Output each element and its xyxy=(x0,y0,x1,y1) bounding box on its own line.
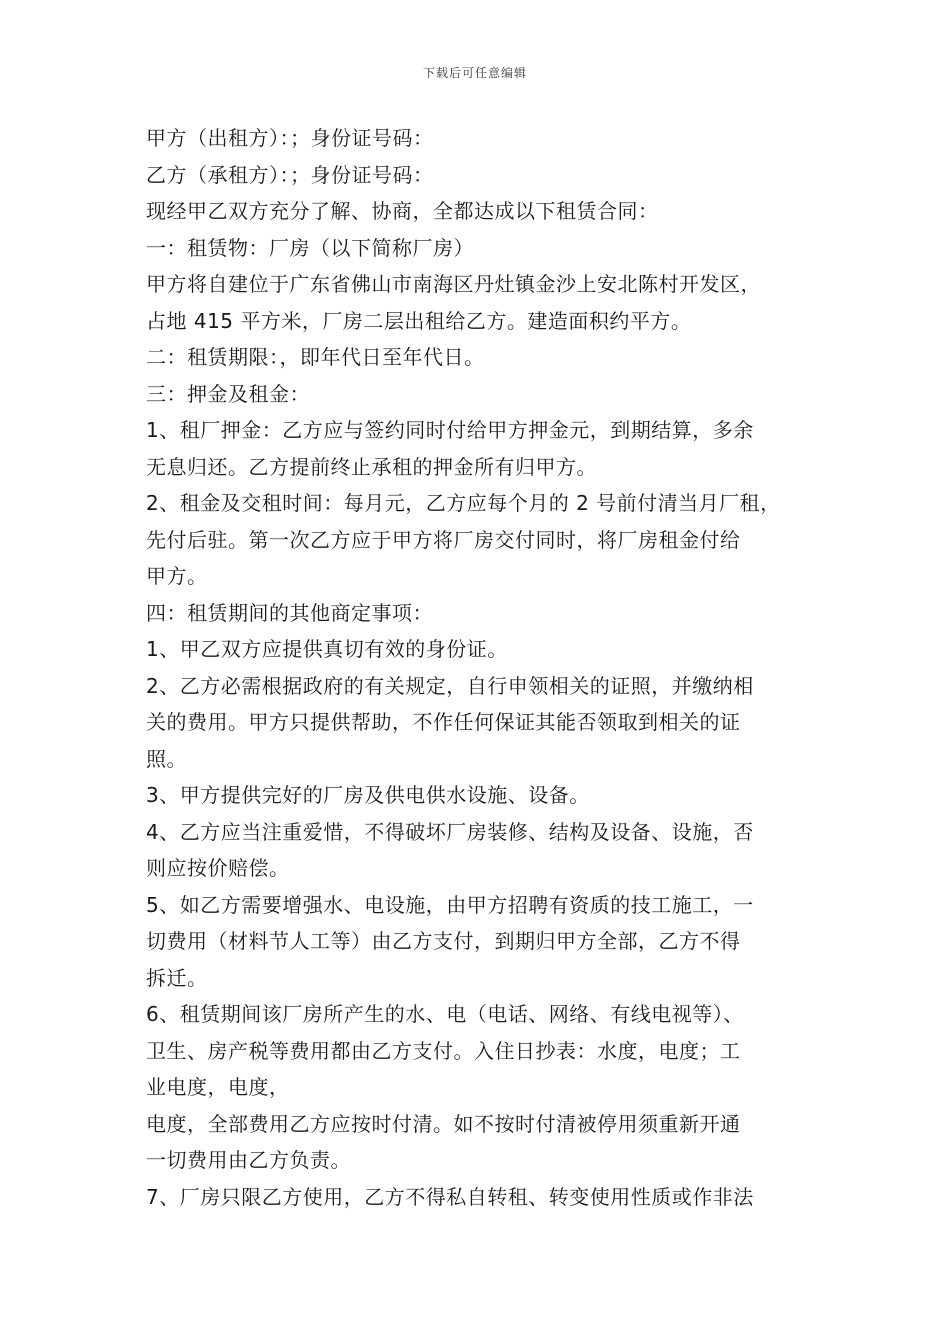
clause-line: 则应按价赔偿。 xyxy=(146,856,290,880)
clause-line: 关的费用。甲方只提供帮助，不作任何保证其能否领取到相关的证 xyxy=(146,710,741,734)
page-header: 下载后可任意编辑 xyxy=(422,66,527,80)
section-heading-2: 二：租赁期限：，即年代日至年代日。 xyxy=(146,345,485,369)
clause-line: 6、租赁期间该厂房所产生的水、电（电话、网络、有线电视等）、 xyxy=(146,1002,744,1026)
clause-line: 一切费用由乙方负责。 xyxy=(146,1148,351,1172)
clause-line: 5、如乙方需要增强水、电设施，由甲方招聘有资质的技工施工，一 xyxy=(146,892,754,917)
clause-line: 卫生、房产税等费用都由乙方支付。入住日抄表：水度，电度；工 xyxy=(146,1038,741,1063)
clause-line: 无息归还。乙方提前终止承租的押金所有归甲方。 xyxy=(146,454,597,479)
clause-line: 7、厂房只限乙方使用，乙方不得私自转租、转变使用性质或作非法 xyxy=(146,1184,754,1209)
party-a-line: 甲方（出租方）：；身份证号码： xyxy=(146,126,434,150)
clause-line: 照。 xyxy=(146,746,187,771)
section-heading-3: 三：押金及租金： xyxy=(146,381,310,406)
clause-line: 拆迁。 xyxy=(146,965,208,990)
clause-line: 1、甲乙双方应提供真切有效的身份证。 xyxy=(146,637,508,661)
clause-line: 1、租厂押金：乙方应与签约同时付给甲方押金元，到期结算，多余 xyxy=(146,418,754,442)
clause-line: 3、甲方提供完好的厂房及供电供水设施、设备。 xyxy=(146,783,590,807)
party-b-line: 乙方（承租方）：；身份证号码： xyxy=(146,162,434,187)
clause-line: 切费用（材料节人工等）由乙方支付，到期归甲方全部，乙方不得 xyxy=(146,929,741,953)
document-body xyxy=(146,120,816,1215)
preamble-line: 现经甲乙双方充分了解、协商，全都达成以下租赁合同： xyxy=(146,199,659,223)
section-heading-4: 四：租赁期间的其他商定事项： xyxy=(146,600,433,625)
clause-line: 先付后驻。第一次乙方应于甲方将厂房交付同时，将厂房租金付给 xyxy=(146,527,741,552)
section-heading-1: 一：租赁物：厂房（以下简称厂房） xyxy=(146,235,474,260)
clause-line: 甲方。 xyxy=(146,564,208,588)
paragraph-line: 甲方将自建位于广东省佛山市南海区丹灶镇金沙上安北陈村开发区， xyxy=(146,272,761,296)
clause-line: 2、乙方必需根据政府的有关规定，自行申领相关的证照，并缴纳相 xyxy=(146,673,754,698)
clause-line: 4、乙方应当注重爱惜，不得破坏厂房装修、结构及设备、设施，否 xyxy=(146,819,754,844)
clause-line: 电度，全部费用乙方应按时付清。如不按时付清被停用须重新开通 xyxy=(146,1111,741,1136)
clause-line: 业电度，电度， xyxy=(146,1075,290,1099)
paragraph-line: 占地 415 平方米，厂房二层出租给乙方。建造面积约平方。 xyxy=(146,308,692,333)
clause-line: 2、租金及交租时间：每月元，乙方应每个月的 2 号前付清当月厂租， xyxy=(146,491,781,515)
